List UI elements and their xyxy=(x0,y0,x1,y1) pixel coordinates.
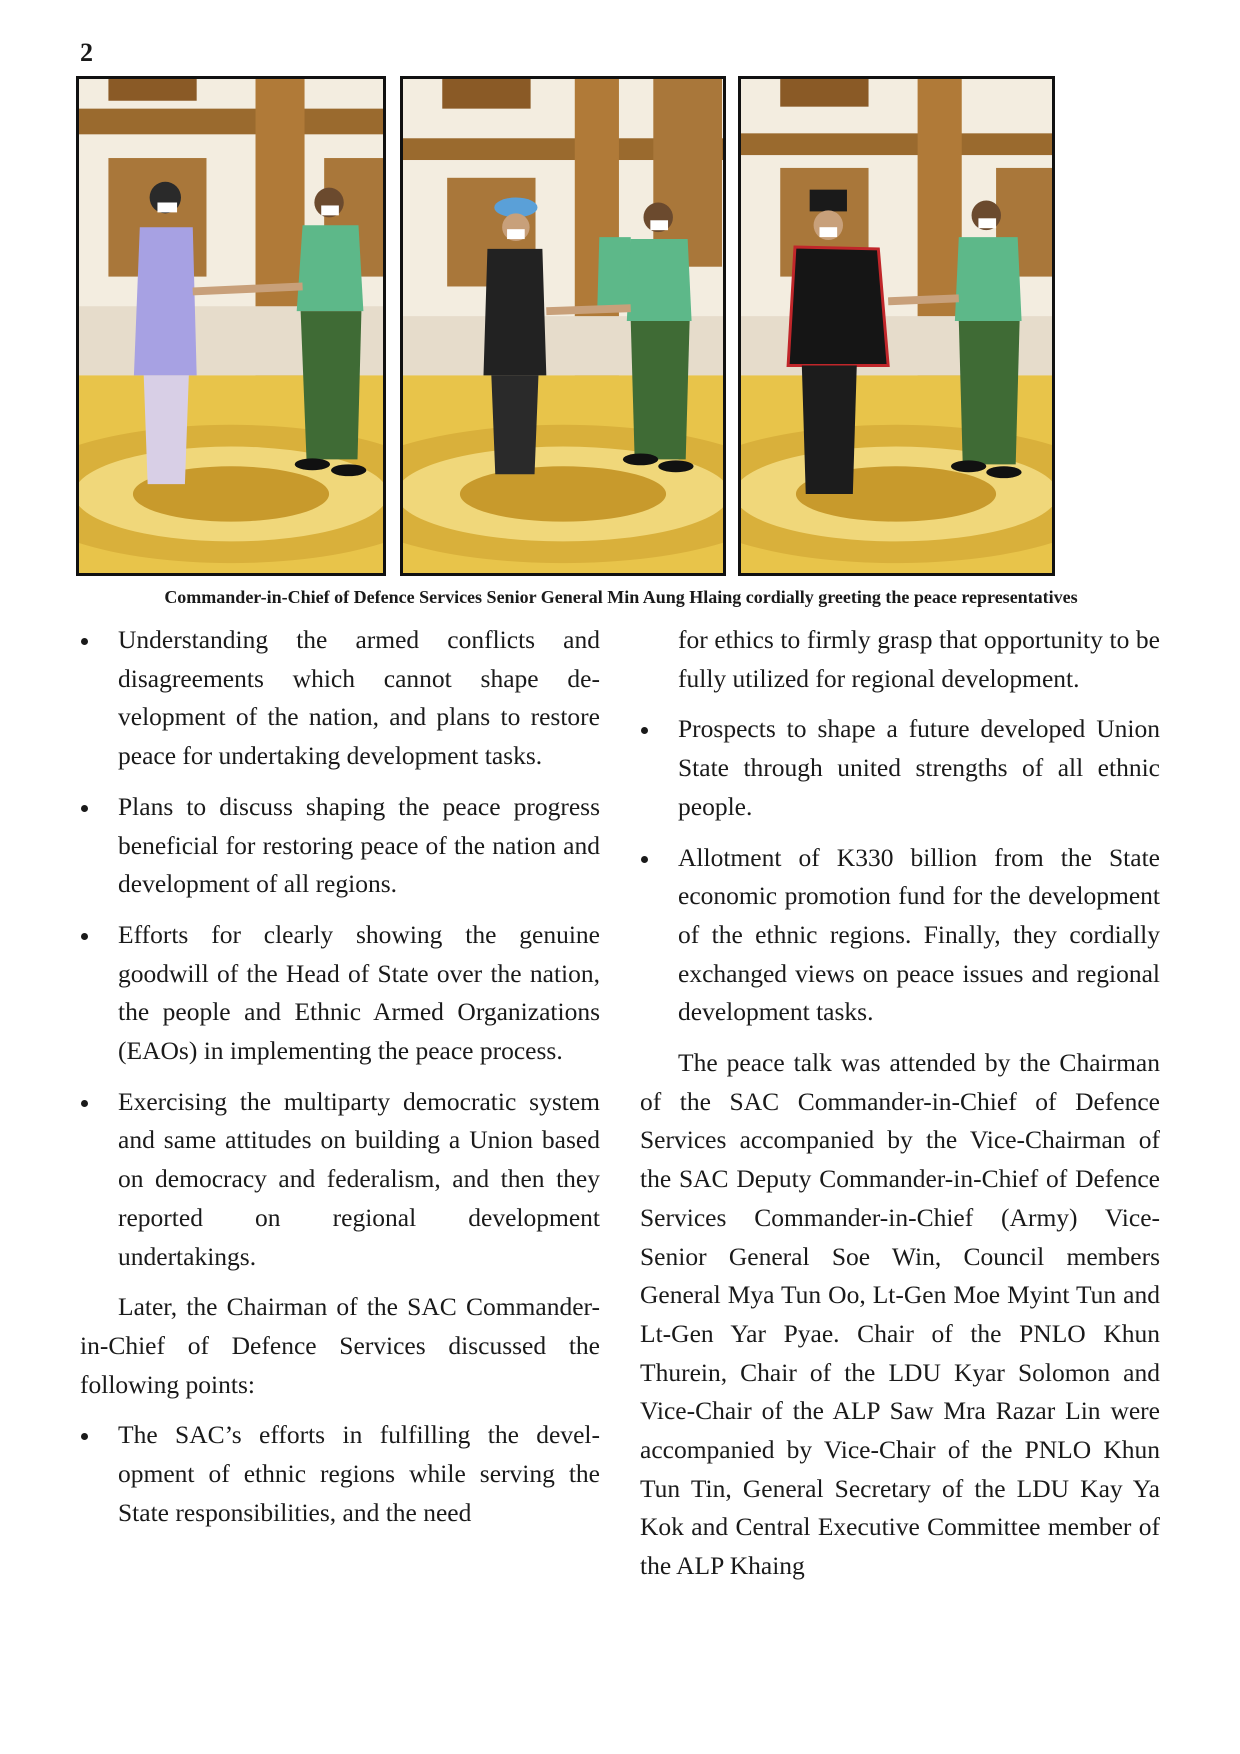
left-column xyxy=(80,621,600,1544)
bullet-item: The SAC’s efforts in fulfilling the development of ethnic regions while serving the State responsibilities, and the need xyxy=(80,1416,600,1532)
paragraph: The peace talk was attended by the Chairman of the SAC Commander-in-Chief of Defence Services accompanied by the Vice-Chairman of the SAC Deputy Commander-in-Chief of Defence Services Commander-in-Chief (Army) Vice-Senior General Soe Win, Council members General Mya Tun Oo, Lt-Gen Moe Myint Tun and Lt-Gen Yar Pyae. Chair of the PNLO Khun Thurein, Chair of the LDU Kyar Solomon and Vice-Chair of the ALP Saw Mra Razar Lin were accompanied by Vice-Chair of the PNLO Khun Tun Tin, General Secretary of the LDU Kay Ya Kok and Central Executive Committee member of the ALP Khaing xyxy=(640,1048,1160,1581)
bullet-item: Allotment of K330 billion from the State economic promotion fund for the development of the ethnic regions. Finally, they cordially exchanged views on peace issues and regional development tasks. xyxy=(640,839,1160,1033)
page-number: 2 xyxy=(80,38,93,67)
bullet-continuation: for ethics to firmly grasp that opportunity to be fully utilized for regional development. xyxy=(678,625,1160,693)
bullet-item: Exercising the multiparty democratic system and same attitudes on building a Union based on democracy and federalism, and then they reported on regional development undertakings. xyxy=(80,1083,600,1277)
right-column xyxy=(640,621,1160,1598)
paragraph: Later, the Chairman of the SAC Commander-in-Chief of Defence Services discussed the following points: xyxy=(80,1292,600,1399)
bullet-item: Understanding the armed conflicts and disagreements which cannot shape development of the nation, and plans to restore peace for undertaking development tasks. xyxy=(80,621,600,776)
photo-greeting-2 xyxy=(400,76,726,576)
bullet-item: Prospects to shape a future developed Union State through united strengths of all ethnic people. xyxy=(640,710,1160,826)
bullet-item: Efforts for clearly showing the genuine goodwill of the Head of State over the nation, the people and Ethnic Armed Organizations (EAOs) in implementing the peace process. xyxy=(80,916,600,1071)
photo-caption: Commander-in-Chief of Defence Services Senior General Min Aung Hlaing cordially greeting the peace representatives xyxy=(164,587,1078,607)
photo-greeting-1 xyxy=(76,76,386,576)
photo-greeting-3 xyxy=(738,76,1055,576)
photo-strip xyxy=(76,76,1166,580)
bullet-item: Plans to discuss shaping the peace progress beneficial for restoring peace of the nation and development of all regions. xyxy=(80,788,600,904)
